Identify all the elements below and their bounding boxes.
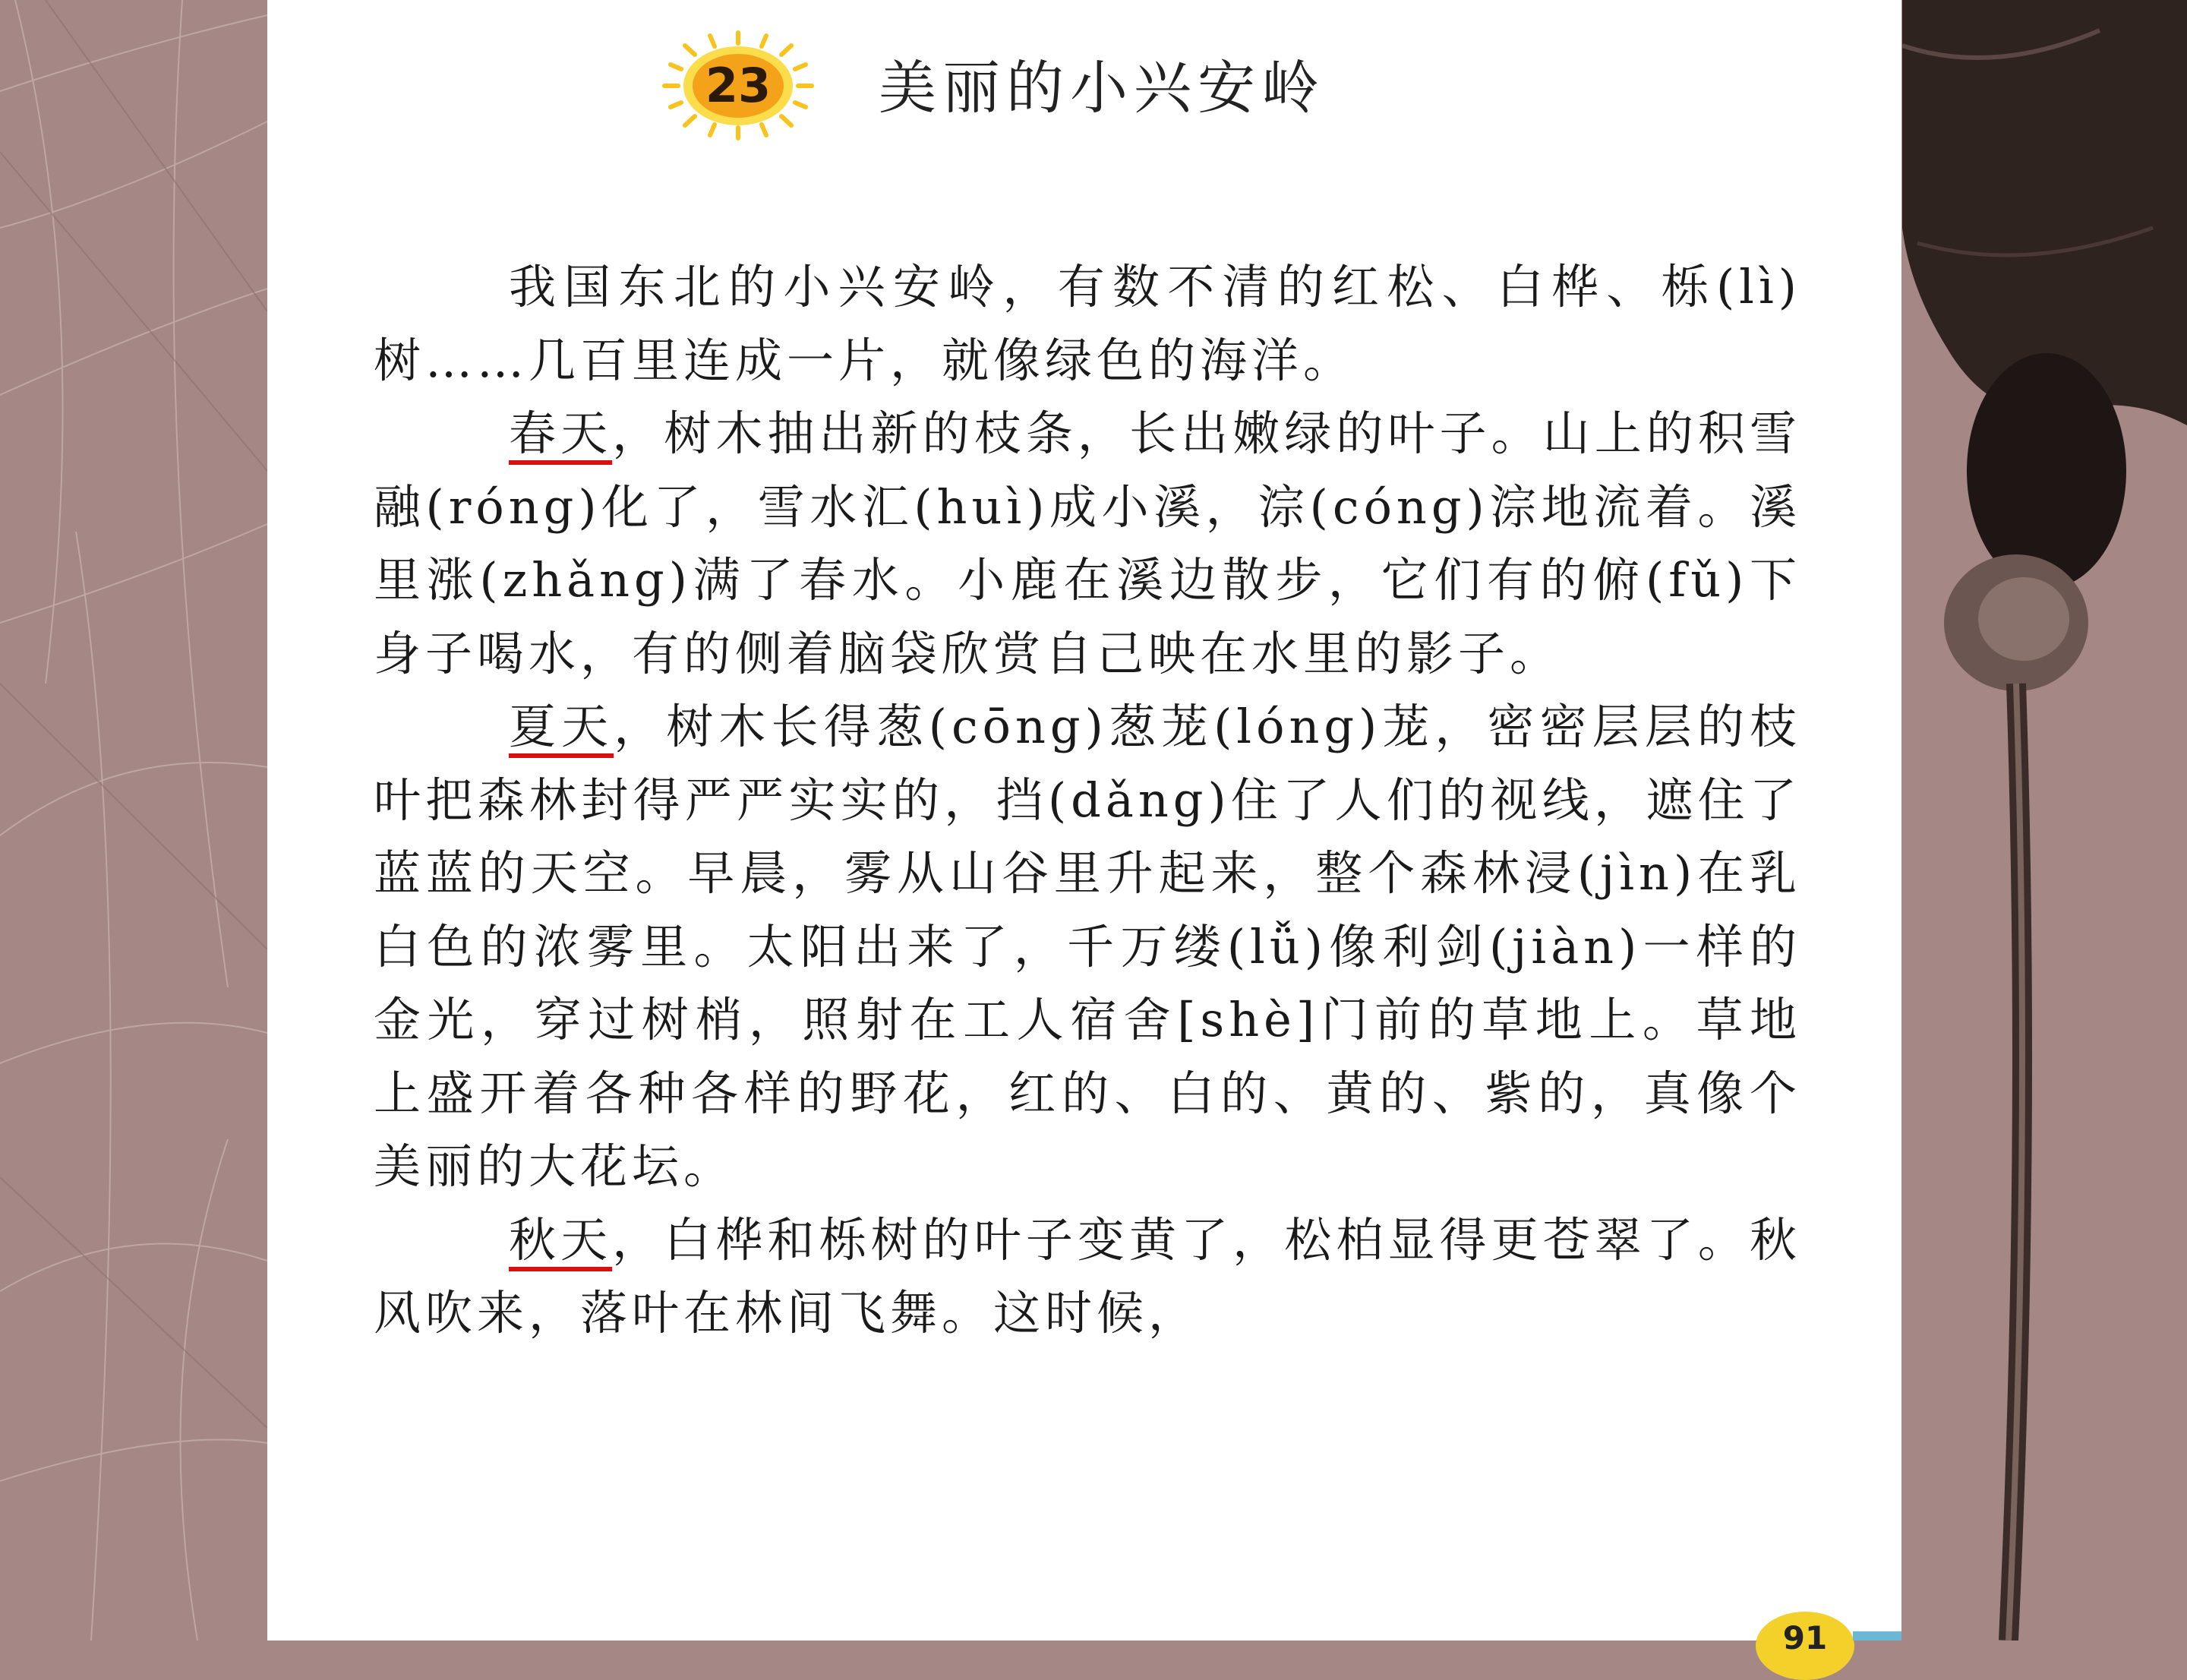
page-number: 91 bbox=[1756, 1612, 1854, 1680]
lesson-text bbox=[374, 251, 1801, 1350]
paragraph-1 bbox=[374, 251, 1801, 397]
lesson-number-badge bbox=[651, 27, 825, 144]
paragraph-text: 我国东北的小兴安岭，有数不清的红松、白桦、栎(lì)树……几百里连成一片，就像绿色的海洋。 bbox=[374, 259, 1801, 388]
page-tab-marker bbox=[1853, 1631, 1901, 1641]
textbook-page bbox=[267, 0, 1901, 1641]
lotus-pod-illustration bbox=[1902, 0, 2187, 1641]
paragraph-text: ，树木长得葱(cōng)葱茏(lóng)茏，密密层层的枝叶把森林封得严严实实的，挡(dǎng)住了人们的视线，遮住了蓝蓝的天空。早晨，雾从山谷里升起来，整个森林浸(jìn)在乳白色的浓雾里。太阳出来了，千万缕(lǚ)像利剑(jiàn)一样的金光，穿过树梢，照射在工人宿舍[shè]门前的草地上。草地上盛开着各种各样的野花，红的、白的、黄的、紫的，真像个美丽的大花坛。 bbox=[374, 699, 1801, 1194]
paragraph-3 bbox=[374, 690, 1801, 1204]
paragraph-2 bbox=[374, 397, 1801, 690]
season-spring-label: 春天 bbox=[509, 406, 613, 461]
lesson-number: 23 bbox=[705, 58, 772, 113]
season-summer-label: 夏天 bbox=[509, 699, 614, 754]
paragraph-text: ，白桦和栎树的叶子变黄了，松柏显得更苍翠了。秋风吹来，落叶在林间飞舞。这时候， bbox=[374, 1211, 1801, 1341]
paragraph-text: ，树木抽出新的枝条，长出嫩绿的叶子。山上的积雪融(róng)化了，雪水汇(huì)成小溪，淙(cóng)淙地流着。溪里涨(zhǎng)满了春水。小鹿在溪边散步，它们有的俯(fǔ)下身子喝水，有的侧着脑袋欣赏自己映在水里的影子。 bbox=[374, 406, 1801, 681]
paragraph-4 bbox=[374, 1204, 1801, 1350]
lesson-title: 美丽的小兴安岭 bbox=[879, 54, 1325, 122]
season-autumn-label: 秋天 bbox=[509, 1211, 613, 1268]
